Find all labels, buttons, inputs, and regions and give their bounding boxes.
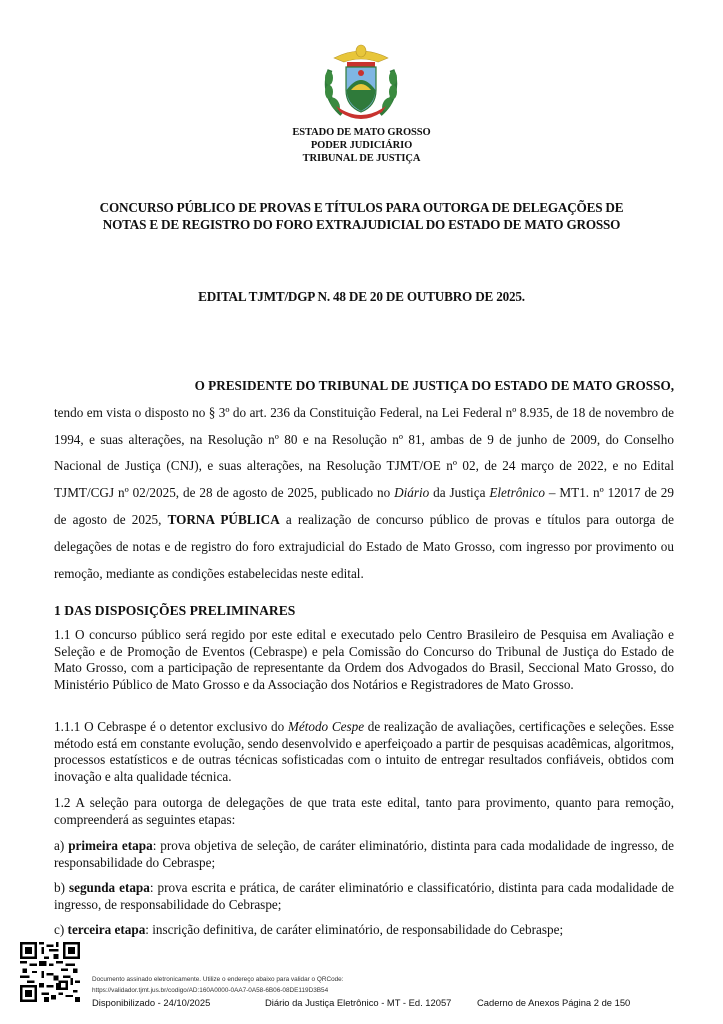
list-item-c	[54, 922, 674, 939]
signature-notice: Documento assinado eletronicamente. Utilize o endereço abaixo para validar o QRCode:	[92, 976, 344, 983]
item-a-prefix: a)	[54, 838, 69, 853]
title-line-2: NOTAS E DE REGISTRO DO FORO EXTRAJUDICIAL DO ESTADO DE MATO GROSSO	[102, 217, 621, 232]
validation-url[interactable]: https://validador.tjmt.jus.br/codigo/AD:160A0000-0AA7-0A58-6B06-08DE119D3B54	[92, 987, 329, 994]
org-state: ESTADO DE MATO GROSSO	[292, 127, 431, 138]
org-court: TRIBUNAL DE JUSTIÇA	[302, 153, 421, 164]
edital-number: EDITAL TJMT/DGP N. 48 DE 20 DE OUTUBRO DE 2025.	[198, 289, 525, 304]
preamble-italic-2: Eletrônico	[489, 485, 545, 501]
item-c-prefix: c)	[54, 922, 68, 937]
item-c-bold: terceira etapa	[67, 922, 146, 937]
list-item-b	[54, 880, 674, 913]
paragraph-1-2: 1.2 A seleção para outorga de delegações de que trata este edital, tanto para provimento, quanto para remoção, compreenderá as seguintes etapas:	[54, 795, 674, 827]
qr-code[interactable]	[20, 942, 80, 1002]
coat-of-arms-emblem	[320, 40, 402, 122]
list-item-a	[54, 838, 674, 871]
footer-available-date: Disponibilizado - 24/10/2025	[92, 997, 211, 1008]
item-c-text: : inscrição definitiva, de caráter eliminatório, de responsabilidade do Cebraspe;	[145, 922, 564, 937]
preamble-bold: TORNA PÚBLICA	[167, 511, 280, 527]
preamble-italic-1: Diário	[394, 485, 430, 501]
item-b-prefix: b)	[54, 880, 69, 895]
footer-page-number: Caderno de Anexos Página 2 de 150	[477, 997, 631, 1008]
p111-italic: Método Cespe	[287, 719, 365, 734]
item-a-bold: primeira etapa	[68, 838, 153, 853]
p111-text-b: de realização de avaliações, certificações e seleções. Esse método está em constante evolução, sendo desenvolvido e aperfeiçoado a partir de pesquisas acadêmicas, algoritmos, processos estatísticos e de outras técnicas sofisticadas com o intuito de entregar resultados confiáveis, obtidos com inovação e alta qualidade técnica.	[54, 719, 674, 784]
organization-header	[0, 126, 723, 165]
item-a-text: : prova objetiva de seleção, de caráter eliminatório, distinta para cada modalidade de ingresso, de responsabilidade do Cebraspe;	[54, 838, 674, 870]
preamble-lead: O PRESIDENTE DO TRIBUNAL DE JUSTIÇA DO ESTADO DE MATO GROSSO,	[194, 378, 674, 393]
section-heading: 1 DAS DISPOSIÇÕES PRELIMINARES	[54, 603, 296, 618]
preamble-text-4: a realização de concurso público de provas e títulos para outorga de delegações de notas e de registro do foro extrajudicial do Estado de Mato Grosso, com ingresso por provimento ou remoção, mediante as condições estabelecidas neste edital.	[54, 511, 674, 581]
footer-journal: Diário da Justiça Eletrônico - MT - Ed. 12057	[265, 997, 452, 1008]
preamble-paragraph	[54, 373, 674, 587]
item-b-text: : prova escrita e prática, de caráter eliminatório e classificatório, distinta para cada modalidade de ingresso, de responsabilidade do Cebraspe;	[54, 880, 674, 912]
title-line-1: CONCURSO PÚBLICO DE PROVAS E TÍTULOS PARA OUTORGA DE DELEGAÇÕES DE	[99, 200, 624, 215]
preamble-text-2: da Justiça	[429, 485, 490, 501]
paragraph-1-1-1	[54, 719, 674, 785]
preamble-text-1: tendo em vista o disposto no § 3º do art. 236 da Constituição Federal, na Lei Federal nº 8.935, de 18 de novembro de 1994, e suas alterações, na Resolução nº 80 e na Resolução nº 81, ambas de 9 de junho de 2009, do Conselho Nacional de Justiça (CNJ), e suas alterações, na Resolução TJMT/OE nº 02, de 24 março de 2022, e no Edital TJMT/CGJ nº 02/2025, de 28 de agosto de 2025, publicado no	[54, 404, 674, 501]
document-title	[40, 199, 683, 233]
org-power: PODER JUDICIÁRIO	[310, 140, 413, 151]
paragraph-1-1: 1.1 O concurso público será regido por este edital e executado pelo Centro Brasileiro de Pesquisa em Avaliação e Seleção e de Promoção de Eventos (Cebraspe) e pela Comissão do Concurso do Tribunal de Justiça do Estado de Mato Grosso, com a participação de representante da Ordem dos Advogados do Brasil, Seccional Mato Grosso, do Ministério Público de Mato Grosso e da Associação dos Notários e Registradores de Mato Grosso.	[54, 627, 674, 692]
p111-text-a: 1.1.1 O Cebraspe é o detentor exclusivo do	[54, 719, 288, 734]
item-b-bold: segunda etapa	[68, 880, 150, 895]
preamble-text-3: – MT1. nº 12017 de 29 de agosto de 2025,	[54, 485, 674, 527]
